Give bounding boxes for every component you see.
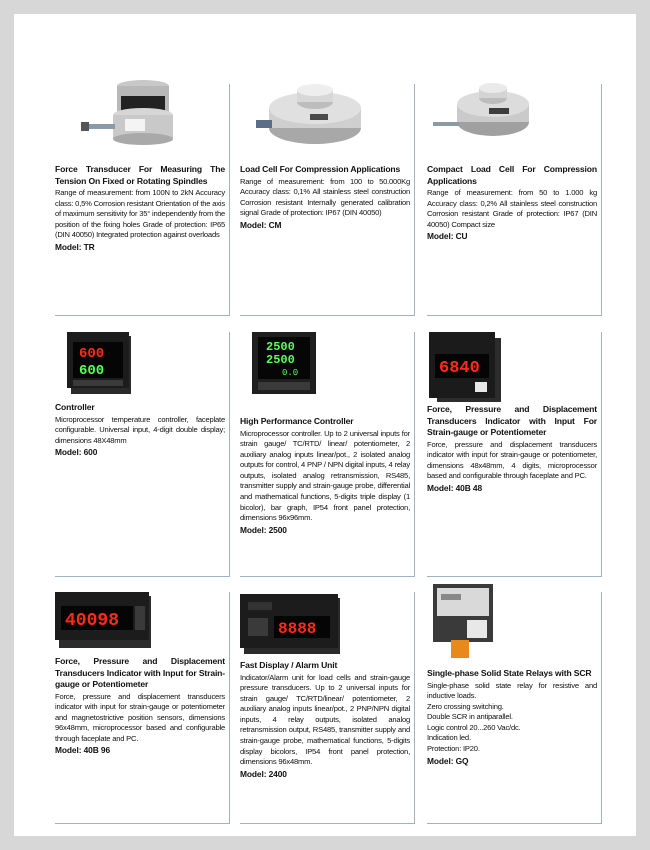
product-title: Force Transducer For Measuring The Tension On Fixed or Rotating Spindles [55, 164, 225, 186]
controller-image [55, 332, 225, 402]
product-model: Model: 2400 [240, 768, 287, 779]
product-description: Range of measurement: from 50 to 1.000 kg Accuracy class: 0,2% All stainless steel construction Corrosion resistant Grade of protection: IP67 (DIN 40050) Compact size [427, 188, 597, 229]
product-description: Microprocessor controller. Up to 2 universal inputs for strain gauge/ TC/RTD/ linear/ potentiometer, 2 auxiliary analog inputs linear/pot., 2 isolated analog outputs for control, 4 PNP / NPN digital inputs, 4 relay outputs, isolated analog retransmission, RS485, transmitter supply and strain-gauge probe, differential and mathematical functions, 5-digits triple display (1 bicolor), bar graph, IP54 front panel protection, dimensions 96x96mm. [240, 428, 410, 523]
product-description: Force, pressure and displacement transducers indicator with input for strain-gauge or potentiometer and magnetostrictive position sensors, dimensions 96x48mm, microprocessor based and configurable through faceplate and PC. [55, 691, 225, 743]
product-card-tr [55, 84, 230, 316]
product-card-40b96 [55, 592, 230, 824]
display-digits: 40098 [65, 611, 120, 631]
display-digits: 8888 [278, 620, 317, 638]
description-line: Double SCR in antiparallel. [427, 712, 513, 722]
product-description: Microprocessor temperature controller, faceplate configurable. Universal input, 4-digit double display; dimensions 48X48mm [55, 414, 225, 445]
indicator-96-image [55, 592, 225, 656]
product-description: Force, pressure and displacement transducers indicator with input for strain-gauge or potentiometer, dimensions 48x48mm, 4 digits, microprocessor based and configurable through faceplate and PC. [427, 439, 597, 481]
product-card-2500 [240, 332, 415, 577]
product-card-40b48 [427, 332, 602, 577]
product-card-gq [427, 592, 602, 824]
product-model: Model: CU [427, 231, 468, 242]
product-title: Compact Load Cell For Compression Applications [427, 164, 597, 186]
load-cell-image [240, 84, 410, 164]
product-card-600 [55, 332, 230, 577]
product-model: Model: 2500 [240, 524, 287, 535]
description-line: Protection: IP20. [427, 744, 480, 754]
product-title: Force, Pressure and Displacement Transducers Indicator with Input For Strain-gauge or Potentiometer [427, 404, 597, 437]
description-line: Zero crossing switching. [427, 701, 504, 711]
display-digits: 2500 [266, 353, 295, 367]
indicator-48-image [427, 332, 597, 404]
product-title: Force, Pressure and Displacement Transducers Indicator with Input for Strain-gauge or Potentiometer [55, 656, 225, 689]
product-model: Model: 40B 48 [427, 482, 483, 493]
description-line: Indication led. [427, 733, 471, 743]
product-model: Model: TR [55, 241, 95, 252]
product-card-2400 [240, 592, 415, 824]
product-model: Model: 600 [55, 447, 98, 458]
product-description [427, 681, 597, 755]
product-card-cu [427, 84, 602, 316]
display-digits: 600 [79, 346, 105, 362]
display-digits: 600 [79, 363, 105, 379]
fast-display-image [240, 592, 410, 660]
product-title: Fast Display / Alarm Unit [240, 660, 338, 670]
force-transducer-image [55, 84, 225, 164]
description-line: Single-phase solid state relay for resistive and inductive loads. [427, 680, 597, 701]
product-title: High Performance Controller [240, 416, 354, 426]
product-description: Range of measurement: from 100 to 50.000Kg Accuracy class: 0,1% All stainless steel construction Corrosion resistant Internally generated calibration signal Grade of protection: IP67 (DIN 40050) [240, 176, 410, 218]
display-digits: 0.0 [282, 368, 299, 378]
product-model: Model: CM [240, 219, 282, 230]
product-description: Range of measurement: from 100N to 2kN Accuracy class: 0,5% Corrosion resistant Orientation of the axis of maximum sensitivity for 35° independently from the position of the fixing holes Grade of protection: IP65 (DIN 40050) Integrated protection against overloads [55, 188, 225, 240]
display-digits: 2500 [266, 340, 295, 354]
product-model: Model: GQ [427, 755, 469, 766]
compact-load-cell-image [427, 84, 597, 164]
product-description: Indicator/Alarm unit for load cells and strain-gauge pressure transducers. Up to 2 universal inputs for strain gauge/ TC/RTD/linear/ potentiometer, 2 auxiliary analog inputs linear/pot., 2 PNP/NPN digital inputs, 4 relay outputs, isolated analog retransmission output, RS485, transmitter supply and strain-gauge probe, mathematical functions, 5-digits display bicolors, IP54 front panel protection, dimensions 96x48mm. [240, 672, 410, 767]
display-digits: 6840 [439, 359, 480, 378]
catalog-page [14, 14, 636, 836]
product-title: Load Cell For Compression Applications [240, 164, 401, 174]
product-title: Single-phase Solid State Relays with SCR [427, 668, 592, 678]
description-line: Logic control 20...260 Vac/dc. [427, 722, 521, 732]
solid-state-relay-image [427, 592, 597, 668]
product-model: Model: 40B 96 [55, 745, 111, 756]
high-performance-controller-image [240, 332, 410, 416]
product-title: Controller [55, 402, 95, 412]
product-card-cm [240, 84, 415, 316]
